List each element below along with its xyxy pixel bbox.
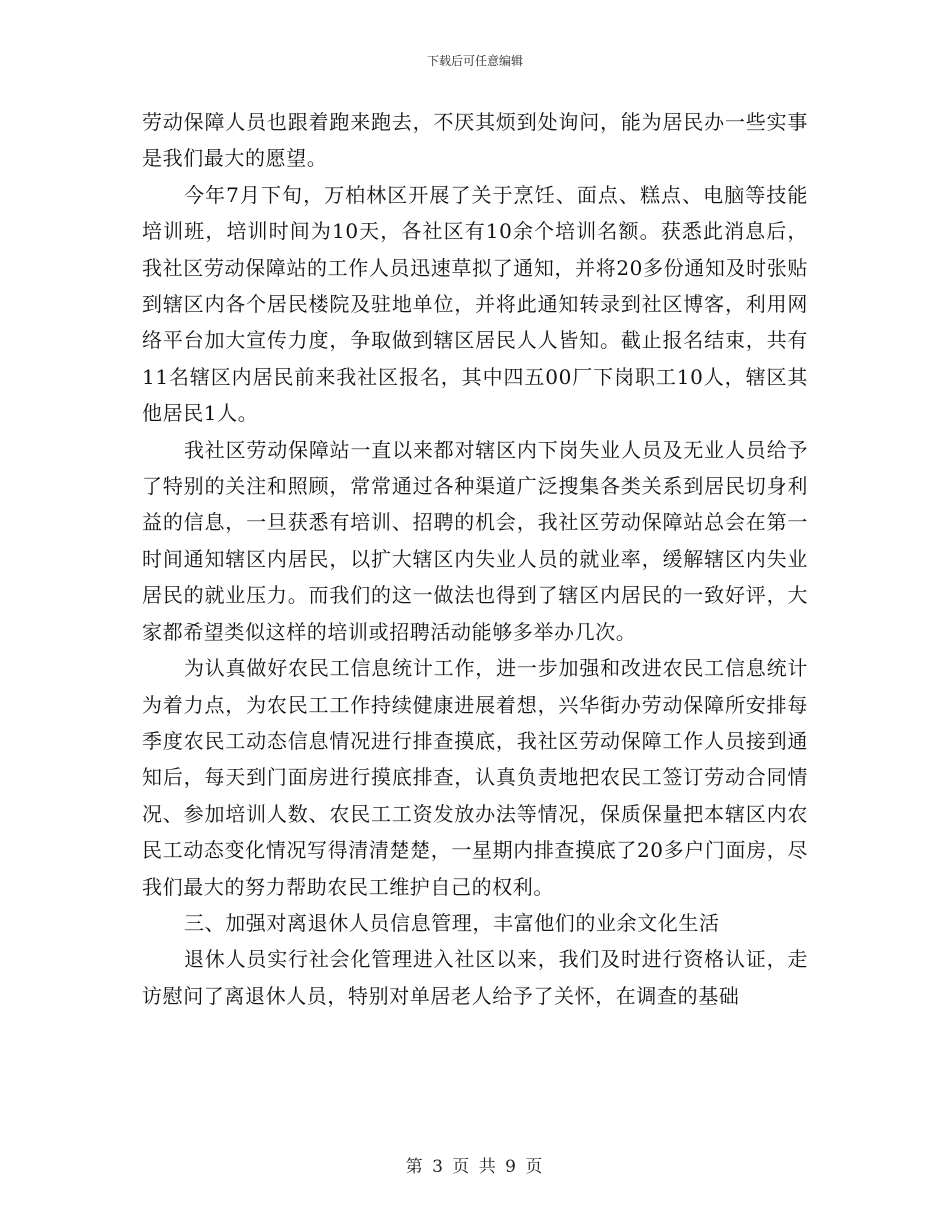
page-number-footer: 第 3 页 共 9 页 — [405, 1157, 545, 1177]
page-header: 下载后可任意编辑 — [426, 54, 523, 68]
paragraph-3: 我社区劳动保障站一直以来都对辖区内下岗失业人员及无业人员给予了特别的关注和照顾，常常通过各种渠道广泛搜集各类关系到居民切身利益的信息，一旦获悉有培训、招聘的机会，我社区劳动保障站总会在第一时间通知辖区内居民，以扩大辖区内失业人员的就业率，缓解辖区内失业居民的就业压力。而我们的这一做法也得到了辖区内居民的一致好评，大家都希望类似这样的培训或招聘活动能够多举办几次。 — [142, 437, 808, 644]
paragraph-1: 劳动保障人员也跟着跑来跑去，不厌其烦到处询问，能为居民办一些实事是我们最大的愿望。 — [142, 110, 808, 171]
paragraph-2: 今年7月下旬，万柏林区开展了关于烹饪、面点、糕点、电脑等技能培训班，培训时间为10天，各社区有10余个培训名额。获悉此消息后，我社区劳动保障站的工作人员迅速草拟了通知，并将20多份通知及时张贴到辖区内各个居民楼院及驻地单位，并将此通知转录到社区博客，利用网络平台加大宣传力度，争取做到辖区居民人人皆知。截止报名结束，共有11名辖区内居民前来我社区报名，其中四五00厂下岗职工10人，辖区其他居民1人。 — [142, 182, 808, 426]
section-heading: 三、加强对离退休人员信息管理，丰富他们的业余文化生活 — [184, 910, 720, 935]
paragraph-4: 为认真做好农民工信息统计工作，进一步加强和改进农民工信息统计为着力点，为农民工工作持续健康进展着想，兴华街办劳动保障所安排每季度农民工动态信息情况进行排查摸底，我社区劳动保障工作人员接到通知后，每天到门面房进行摸底排查，认真负责地把农民工签订劳动合同情况、参加培训人数、农民工工资发放办法等情况，保质保量把本辖区内农民工动态变化情况写得清清楚楚，一星期内排查摸底了20多户门面房，尽我们最大的努力帮助农民工维护自己的权利。 — [142, 656, 808, 899]
document-body — [142, 104, 808, 1014]
paragraph-5: 退休人员实行社会化管理进入社区以来，我们及时进行资格认证，走访慰问了离退休人员，特别对单居老人给予了关怀，在调查的基础 — [142, 947, 808, 1008]
